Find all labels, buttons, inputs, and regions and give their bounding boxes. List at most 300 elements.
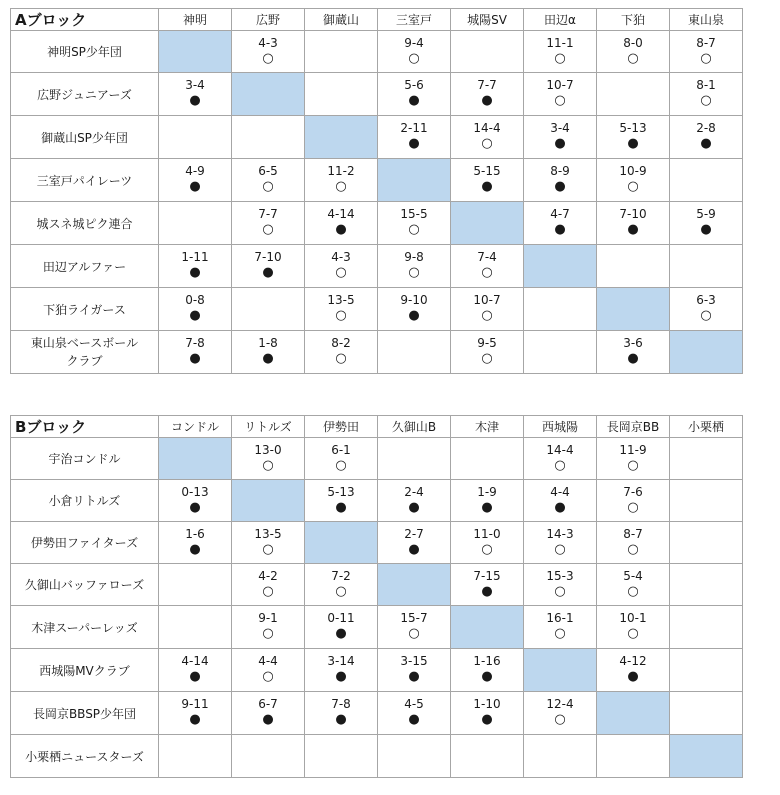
result-mark-icon: ● [627,136,639,151]
team-row [11,692,743,735]
self-match-cell [597,692,670,735]
result-cell [232,522,305,564]
score-text [451,443,523,459]
result-mark-icon: ● [335,222,347,237]
result-cell [451,73,524,116]
self-match-cell [451,606,524,649]
score-text: 0-11 [327,611,355,625]
team-row [11,480,743,522]
result-cell [597,116,670,159]
score-text: 3-6 [623,336,643,350]
team-name: 小栗栖ニュースターズ [11,735,159,778]
score-text [670,164,742,180]
result-cell [305,438,378,480]
result-mark-icon: ○ [627,583,639,599]
result-cell [305,649,378,692]
score-text: 5-6 [404,78,424,92]
result-mark-icon [378,756,450,772]
result-cell [597,331,670,374]
score-text: 10-9 [619,164,647,178]
team-name: 御蔵山SP少年団 [11,116,159,159]
result-cell [597,564,670,606]
score-text [670,250,742,266]
result-cell [378,522,451,564]
team-row [11,649,743,692]
score-text: 14-3 [546,526,574,541]
result-mark-icon: ● [189,179,201,194]
result-mark-icon: ● [627,351,639,366]
score-text: 7-7 [477,78,497,92]
score-text [670,654,742,670]
result-cell [670,649,743,692]
result-cell [305,331,378,374]
result-cell [670,31,743,73]
result-cell [524,564,597,606]
result-mark-icon [378,459,450,475]
result-cell [232,438,305,480]
team-row [11,331,743,374]
score-text: 13-5 [254,526,282,541]
team-name: 伊勢田ファイターズ [11,522,159,564]
team-name: 西城陽MVクラブ [11,649,159,692]
result-mark-icon: ○ [627,179,639,194]
score-text: 7-10 [619,207,647,221]
score-text: 4-3 [258,35,278,50]
block-title: Bブロック [11,416,159,438]
result-cell [305,606,378,649]
score-text: 3-4 [550,121,570,135]
self-match-cell [670,735,743,778]
score-text [159,740,231,756]
score-text [670,697,742,713]
result-cell [451,649,524,692]
team-row [11,245,743,288]
result-cell [305,202,378,245]
team-name: 広野ジュニアーズ [11,73,159,116]
result-mark-icon: ● [189,351,201,366]
score-text: 9-10 [400,293,428,307]
score-text: 6-7 [258,697,278,711]
result-cell [451,438,524,480]
result-cell [159,692,232,735]
result-mark-icon: ○ [335,351,347,366]
result-mark-icon: ○ [408,265,420,280]
score-text: 1-8 [258,336,278,350]
score-text: 8-7 [623,526,643,541]
result-cell [670,438,743,480]
result-cell [378,692,451,735]
score-text: 12-4 [546,697,574,711]
score-text: 6-1 [331,442,351,457]
score-text: 4-5 [404,697,424,711]
result-mark-icon: ● [262,265,274,280]
column-header: 久御山B [378,416,451,438]
result-mark-icon: ○ [262,626,274,641]
score-text [597,250,669,266]
result-cell [451,288,524,331]
result-mark-icon [670,627,742,643]
score-text [232,293,304,309]
result-cell [597,159,670,202]
result-cell [451,31,524,73]
result-mark-icon: ● [408,712,420,727]
result-cell [670,606,743,649]
team-name: 小倉リトルズ [11,480,159,522]
column-header: 田辺α [524,9,597,31]
score-text [305,740,377,756]
result-mark-icon: ○ [627,457,639,473]
result-cell [159,606,232,649]
b-block-table [10,415,743,778]
result-cell [232,735,305,778]
result-mark-icon [159,627,231,643]
result-mark-icon: ● [189,308,201,323]
result-cell [159,735,232,778]
team-row [11,159,743,202]
result-mark-icon: ● [335,626,347,641]
score-text [670,527,742,543]
result-mark-icon: ● [554,136,566,151]
score-text: 11-0 [473,526,501,541]
result-mark-icon: ○ [700,50,712,66]
score-text [305,36,377,52]
score-text: 14-4 [473,121,501,135]
result-mark-icon [451,756,523,772]
score-text: 2-11 [400,121,428,135]
result-mark-icon: ● [481,583,493,599]
score-text: 3-4 [185,78,205,92]
result-mark-icon [451,52,523,68]
result-cell [378,202,451,245]
score-text: 5-13 [619,121,647,135]
result-mark-icon [305,756,377,772]
column-header: コンドル [159,416,232,438]
result-mark-icon: ● [408,669,420,684]
score-text: 10-7 [546,78,574,92]
result-cell [524,159,597,202]
result-mark-icon: ○ [262,50,274,66]
score-text: 4-14 [327,207,355,221]
result-mark-icon: ○ [700,308,712,323]
score-text [159,569,231,585]
score-text: 11-1 [546,35,574,50]
result-cell [451,735,524,778]
result-cell [232,606,305,649]
team-row [11,438,743,480]
score-text: 13-5 [327,293,355,307]
result-cell [670,73,743,116]
result-cell [451,116,524,159]
result-mark-icon: ○ [554,457,566,473]
score-text: 6-5 [258,164,278,178]
result-cell [524,692,597,735]
result-mark-icon: ● [408,93,420,108]
result-cell [524,438,597,480]
column-header: 西城陽 [524,416,597,438]
result-cell [378,480,451,522]
result-mark-icon: ○ [481,541,493,557]
result-mark-icon [597,266,669,282]
result-cell [232,202,305,245]
result-cell [232,116,305,159]
result-cell [159,522,232,564]
self-match-cell [232,480,305,522]
result-cell [597,438,670,480]
result-mark-icon: ○ [262,583,274,599]
result-mark-icon: ○ [481,136,493,151]
result-mark-icon: ● [627,669,639,684]
result-cell [305,288,378,331]
result-cell [597,202,670,245]
result-mark-icon: ○ [335,583,347,599]
result-cell [670,692,743,735]
score-text: 1-6 [185,526,205,541]
result-cell [597,649,670,692]
result-mark-icon: ● [408,136,420,151]
team-name: 宇治コンドル [11,438,159,480]
result-mark-icon: ○ [408,50,420,66]
result-cell [597,522,670,564]
result-cell [159,245,232,288]
team-name [11,331,159,374]
self-match-cell [670,331,743,374]
result-mark-icon: ● [408,541,420,557]
score-text: 4-2 [258,568,278,583]
score-text [232,121,304,137]
score-text [670,569,742,585]
score-text: 7-2 [331,568,351,583]
result-cell [670,116,743,159]
score-text [524,336,596,352]
score-text [670,443,742,459]
score-text: 4-4 [258,654,278,668]
team-name: 久御山バッファローズ [11,564,159,606]
self-match-cell [524,649,597,692]
result-cell [451,159,524,202]
result-mark-icon [524,309,596,325]
block-title: Aブロック [11,9,159,31]
result-mark-icon: ○ [554,626,566,641]
score-text: 7-8 [185,336,205,350]
score-text [524,293,596,309]
result-cell [378,288,451,331]
self-match-cell [524,245,597,288]
result-mark-icon: ○ [481,265,493,280]
result-mark-icon: ● [481,669,493,684]
team-name-line: 東山泉ベースボール [30,336,139,350]
result-mark-icon: ● [408,499,420,515]
result-mark-icon: ○ [262,179,274,194]
score-text: 2-4 [404,484,424,499]
team-row [11,116,743,159]
result-mark-icon: ○ [627,50,639,66]
result-mark-icon [597,756,669,772]
result-mark-icon: ● [554,179,566,194]
a-block-table [10,8,743,374]
result-mark-icon: ● [335,499,347,515]
score-text: 11-9 [619,442,647,457]
result-cell [159,331,232,374]
result-cell [159,564,232,606]
score-text: 4-7 [550,207,570,221]
team-name: 城スネ城ピク連合 [11,202,159,245]
result-mark-icon: ● [700,136,712,151]
result-mark-icon: ○ [554,712,566,727]
result-cell [232,692,305,735]
team-name-line: クラブ [66,354,103,368]
score-text: 0-8 [185,293,205,307]
result-mark-icon: ○ [408,222,420,237]
team-row [11,522,743,564]
result-mark-icon: ○ [262,222,274,237]
result-mark-icon: ○ [554,583,566,599]
result-cell [670,288,743,331]
result-cell [451,331,524,374]
score-text: 4-4 [550,484,570,499]
score-text [451,36,523,52]
score-text: 9-8 [404,250,424,264]
column-header: 東山泉 [670,9,743,31]
result-cell [232,159,305,202]
result-cell [232,564,305,606]
score-text: 4-9 [185,164,205,178]
result-mark-icon: ○ [627,541,639,557]
score-text: 4-3 [331,250,351,264]
self-match-cell [159,438,232,480]
result-mark-icon: ● [335,712,347,727]
score-text: 5-4 [623,568,643,583]
result-cell [378,331,451,374]
score-text [597,78,669,94]
score-text: 5-15 [473,164,501,178]
score-text [232,740,304,756]
score-text: 9-4 [404,35,424,50]
score-text: 15-3 [546,568,574,583]
result-cell [451,564,524,606]
result-mark-icon: ○ [335,179,347,194]
score-text: 9-5 [477,336,497,350]
result-mark-icon [670,713,742,729]
score-text: 0-13 [181,484,209,499]
score-text: 3-14 [327,654,355,668]
score-text: 7-15 [473,568,501,583]
score-text: 7-10 [254,250,282,264]
result-cell [232,649,305,692]
team-row [11,606,743,649]
score-text [159,207,231,223]
result-cell [670,245,743,288]
result-mark-icon: ● [189,669,201,684]
result-cell [670,480,743,522]
column-header: 長岡京BB [597,416,670,438]
score-text: 4-14 [181,654,209,668]
self-match-cell [451,202,524,245]
team-name: 長岡京BBSP少年団 [11,692,159,735]
score-text: 8-7 [696,35,716,50]
result-mark-icon: ○ [554,541,566,557]
result-mark-icon [232,756,304,772]
result-cell [378,438,451,480]
result-mark-icon [597,94,669,110]
column-header: 三室戸 [378,9,451,31]
result-cell [232,245,305,288]
result-mark-icon [670,543,742,559]
score-text: 1-16 [473,654,501,668]
column-header: 木津 [451,416,524,438]
column-header: 神明 [159,9,232,31]
result-cell [232,31,305,73]
result-mark-icon [232,137,304,153]
result-mark-icon: ○ [262,457,274,473]
score-text: 8-0 [623,35,643,50]
team-row [11,735,743,778]
result-mark-icon: ● [262,351,274,366]
self-match-cell [305,522,378,564]
column-header: リトルズ [232,416,305,438]
score-text: 16-1 [546,611,574,625]
result-mark-icon: ○ [335,265,347,280]
score-text: 15-5 [400,207,428,221]
result-mark-icon [670,459,742,475]
result-cell [524,522,597,564]
result-cell [597,606,670,649]
result-cell [305,692,378,735]
score-text: 7-4 [477,250,497,264]
result-cell [670,564,743,606]
result-mark-icon: ○ [481,351,493,366]
result-cell [451,480,524,522]
result-cell [670,202,743,245]
team-row [11,564,743,606]
result-mark-icon [451,459,523,475]
result-mark-icon [670,585,742,601]
result-cell [159,73,232,116]
result-cell [378,116,451,159]
score-text: 14-4 [546,442,574,457]
result-cell [597,31,670,73]
result-mark-icon [670,180,742,196]
result-mark-icon: ● [189,712,201,727]
score-text: 9-11 [181,697,209,711]
result-mark-icon: ● [700,222,712,237]
result-cell [305,480,378,522]
result-cell [597,480,670,522]
score-text [378,336,450,352]
result-cell [305,159,378,202]
result-cell [159,288,232,331]
score-text: 7-6 [623,484,643,499]
score-text [451,740,523,756]
result-cell [378,73,451,116]
column-header: 伊勢田 [305,416,378,438]
result-mark-icon: ● [189,93,201,108]
result-mark-icon [305,52,377,68]
result-mark-icon [670,670,742,686]
score-text: 4-12 [619,654,647,668]
result-mark-icon: ○ [262,669,274,684]
result-cell [451,522,524,564]
self-match-cell [378,159,451,202]
team-name: 下狛ライガース [11,288,159,331]
score-text [670,611,742,627]
score-text [159,121,231,137]
result-mark-icon [378,352,450,368]
result-cell [524,331,597,374]
score-text [378,740,450,756]
result-cell [305,31,378,73]
score-text: 3-15 [400,654,428,668]
score-text [305,78,377,94]
